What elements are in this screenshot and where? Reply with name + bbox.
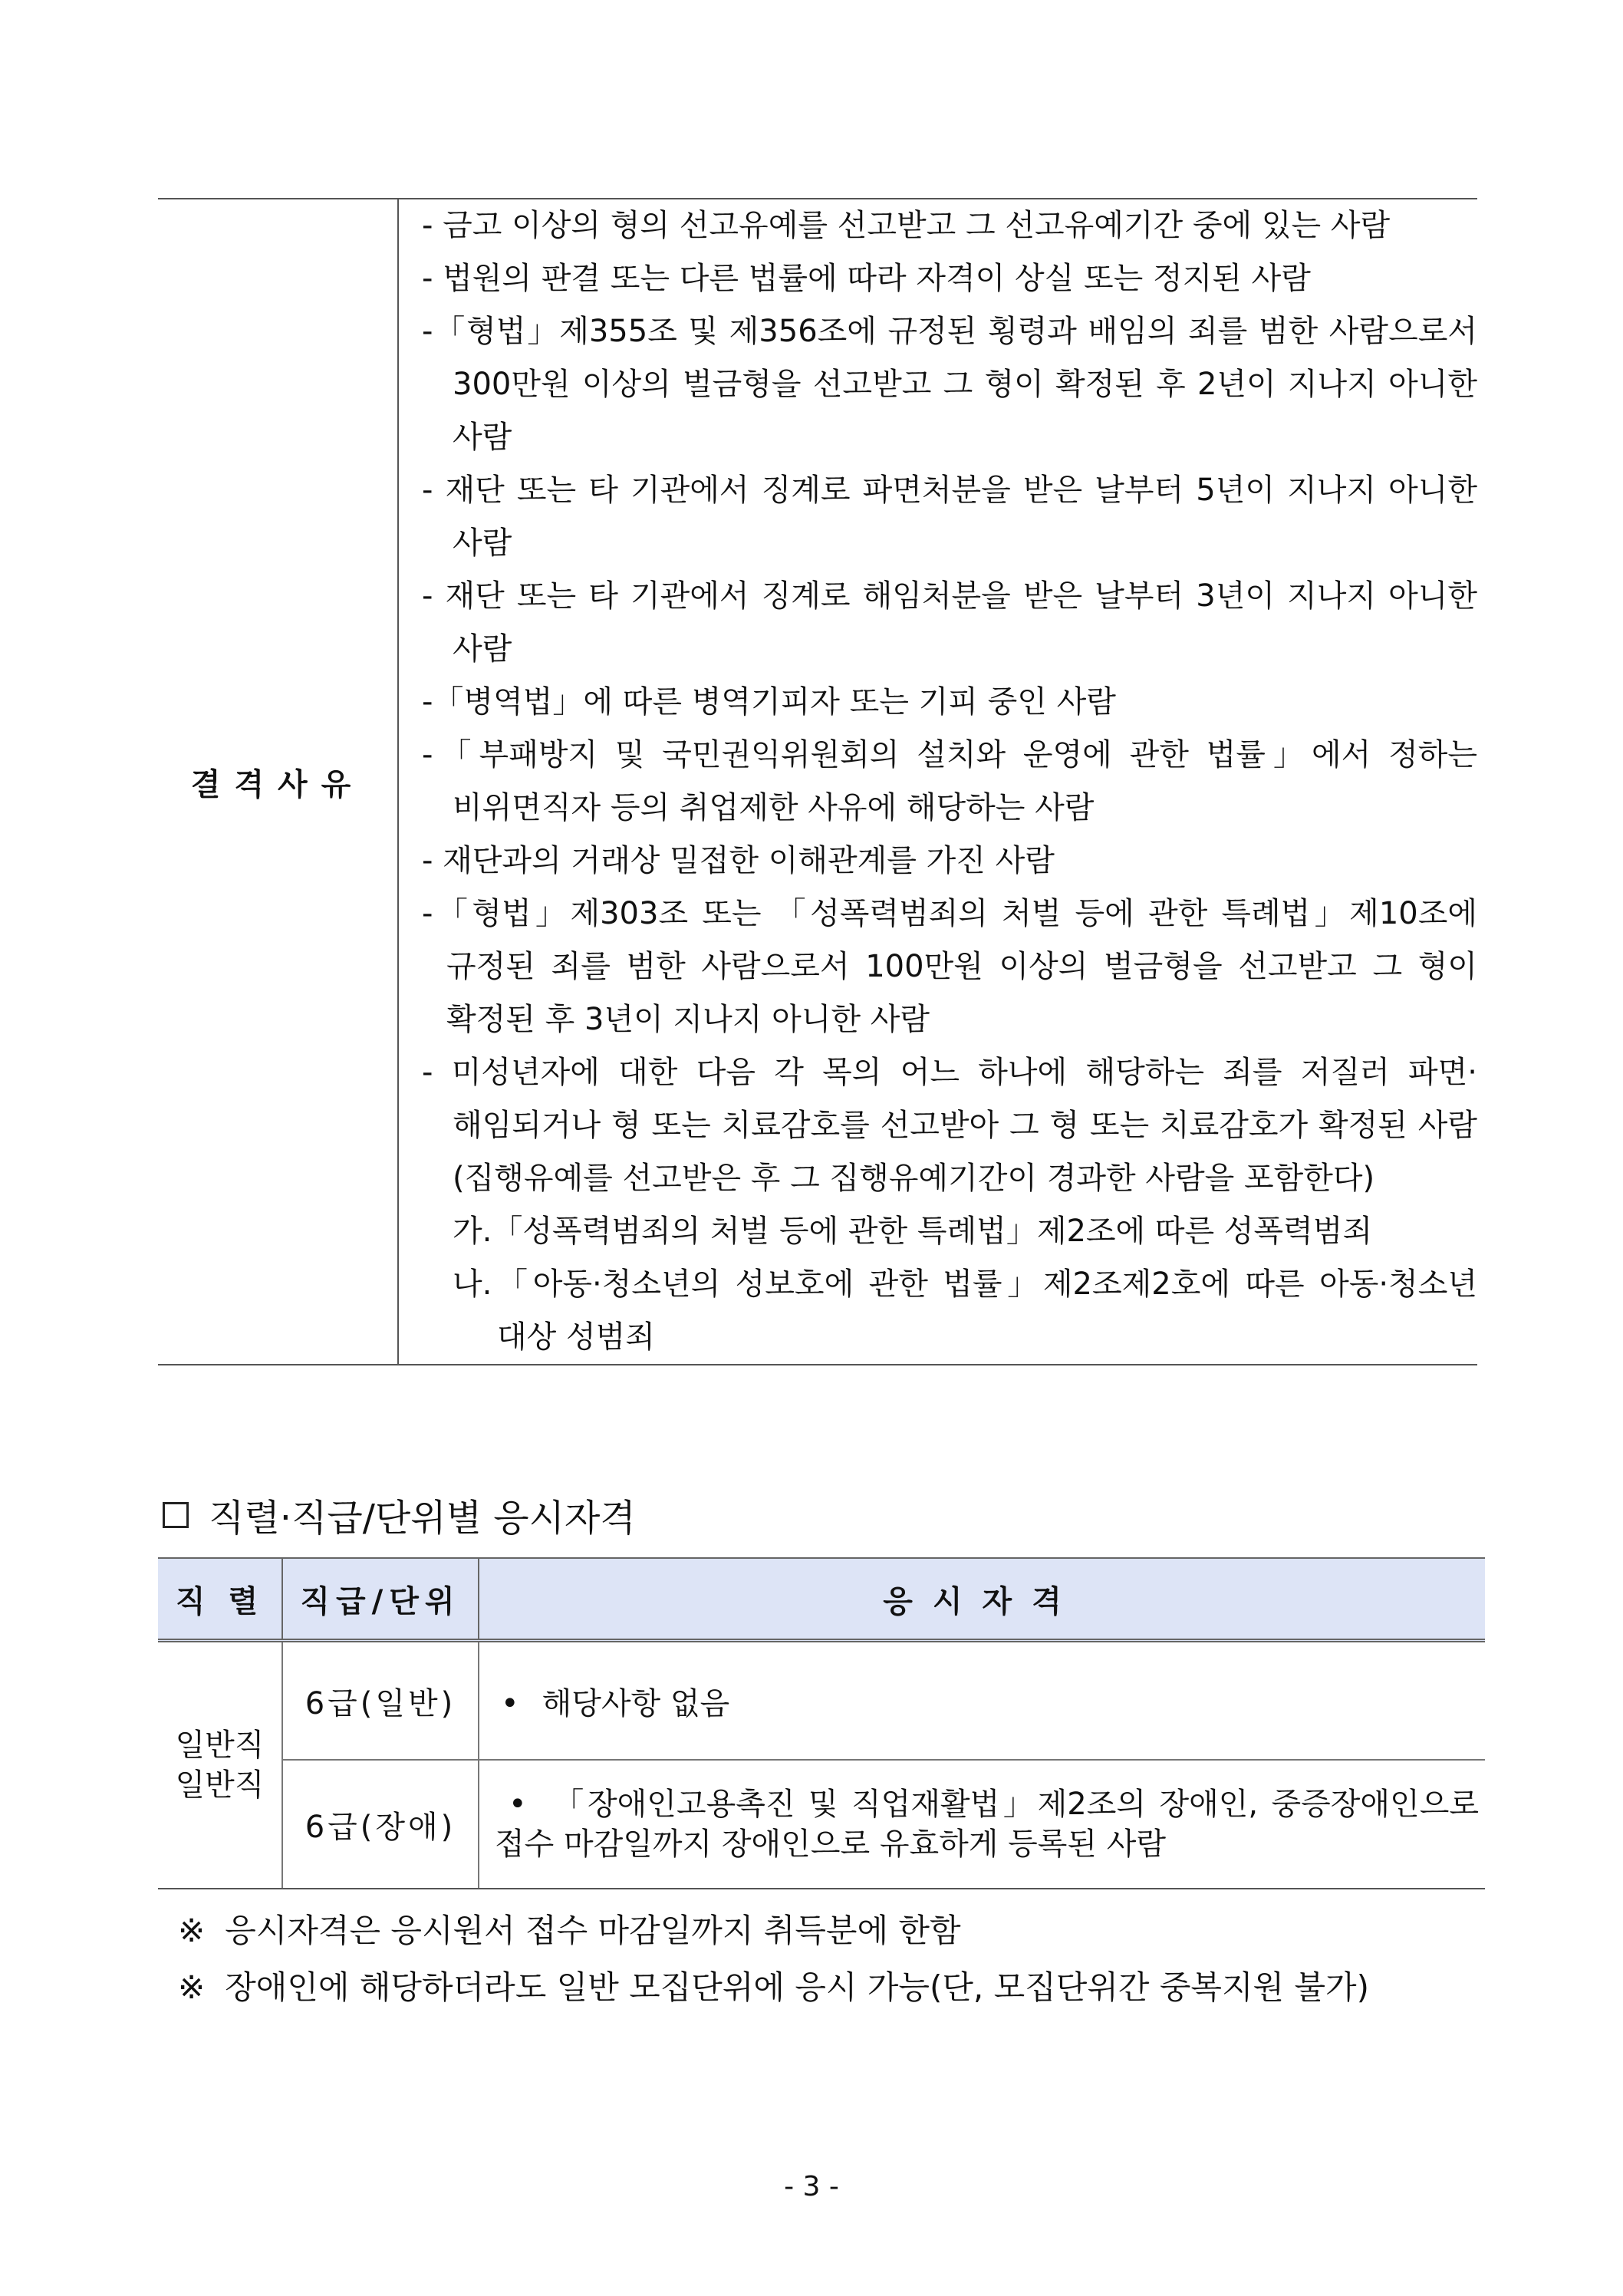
disqualification-item: - 재단과의 거래상 밀접한 이해관계를 가진 사람	[422, 843, 1055, 878]
header-job: 직 렬	[158, 1558, 282, 1641]
qualification-table	[158, 1557, 1485, 1889]
grade-cell: 6급(일반)	[282, 1641, 479, 1761]
notes	[178, 1902, 1369, 2016]
disqualification-item: 가.「성폭력범죄의 처벌 등에 관한 특례법」제2조에 따른 성폭력범죄	[453, 1214, 1373, 1249]
note-text: 응시자격은 응시원서 접수 마감일까지 취득분에 한함	[225, 1912, 961, 1949]
qualification-cell	[479, 1641, 1485, 1761]
qualification-text: 「장애인고용촉진 및 직업재활법」제2조의 장애인, 중증장애인으로 접수 마감일까지 장애인으로 유효하게 등록된 사람	[495, 1787, 1479, 1862]
table-row	[158, 1641, 1485, 1761]
reference-mark-icon: ※	[178, 1968, 206, 2006]
reference-mark-icon: ※	[178, 1912, 206, 1949]
disqualification-table	[158, 198, 1477, 1365]
note-text: 장애인에 해당하더라도 일반 모집단위에 응시 가능(단, 모집단위간 중복지원 불가)	[225, 1968, 1370, 2006]
section-title: 직렬·직급/단위별 응시자격	[209, 1497, 636, 1540]
note-item	[178, 1902, 1369, 1959]
disqualification-item: - 재단 또는 타 기관에서 징계로 파면처분을 받은 날부터 5년이 지나지 아니한 사람	[422, 473, 1477, 561]
qualification-text: 해당사항 없음	[542, 1685, 730, 1721]
disqualification-item: - 금고 이상의 형의 선고유예를 선고받고 그 선고유예기간 중에 있는 사람	[422, 208, 1391, 243]
disqualification-item: -「형법」제303조 또는 「성폭력범죄의 처벌 등에 관한 특례법」제10조에 규정된 죄를 범한 사람으로서 100만원 이상의 벌금형을 선고받고 그 형이 확정된 후 3년이 지나지 아니한 사람	[422, 896, 1477, 1037]
disqualification-item: 나.「아동·청소년의 성보호에 관한 법률」제2조제2호에 따른 아동·청소년 대상 성범죄	[453, 1267, 1477, 1355]
disqualification-item: -「형법」제355조 및 제356조에 규정된 횡령과 배임의 죄를 범한 사람으로서 300만원 이상의 벌금형을 선고받고 그 형이 확정된 후 2년이 지나지 아니한 사람	[422, 314, 1477, 455]
disqualification-item: -「부패방지 및 국민권익위원회의 설치와 운영에 관한 법률」에서 정하는 비위면직자 등의 취업제한 사유에 해당하는 사람	[422, 737, 1477, 825]
section-heading	[163, 1488, 636, 1541]
table-row	[158, 1760, 1485, 1889]
grade-cell: 6급(장애)	[282, 1760, 479, 1889]
header-grade: 직급/단위	[282, 1558, 479, 1641]
qualification-cell	[479, 1760, 1485, 1889]
page-number: - 3 -	[784, 2171, 839, 2202]
bullet-icon: •	[509, 1787, 527, 1822]
note-item	[178, 1959, 1369, 2016]
disqualification-list	[422, 199, 1477, 1364]
bullet-icon: •	[501, 1685, 519, 1721]
job-line: 일반직	[175, 1767, 265, 1803]
disqualification-content	[398, 199, 1477, 1365]
disqualification-item: - 미성년자에 대한 다음 각 목의 어느 하나에 해당하는 죄를 저질러 파면·해임되거나 형 또는 치료감호를 선고받아 그 형 또는 치료감호가 확정된 사람(집행유예를 선고받은 후 그 집행유예기간이 경과한 사람을 포함한다)	[422, 1055, 1477, 1196]
job-cell	[158, 1641, 282, 1889]
job-line: 일반직	[175, 1728, 265, 1763]
checkbox-square-icon	[163, 1502, 189, 1528]
disqualification-label: 결격사유	[158, 199, 398, 1365]
header-qualification: 응시자격	[479, 1558, 1485, 1641]
disqualification-item: - 재단 또는 타 기관에서 징계로 해임처분을 받은 날부터 3년이 지나지 아니한 사람	[422, 578, 1477, 667]
disqualification-item: - 법원의 판결 또는 다른 법률에 따라 자격이 상실 또는 정지된 사람	[422, 261, 1311, 296]
disqualification-item: -「병역법」에 따른 병역기피자 또는 기피 중인 사람	[422, 684, 1116, 720]
